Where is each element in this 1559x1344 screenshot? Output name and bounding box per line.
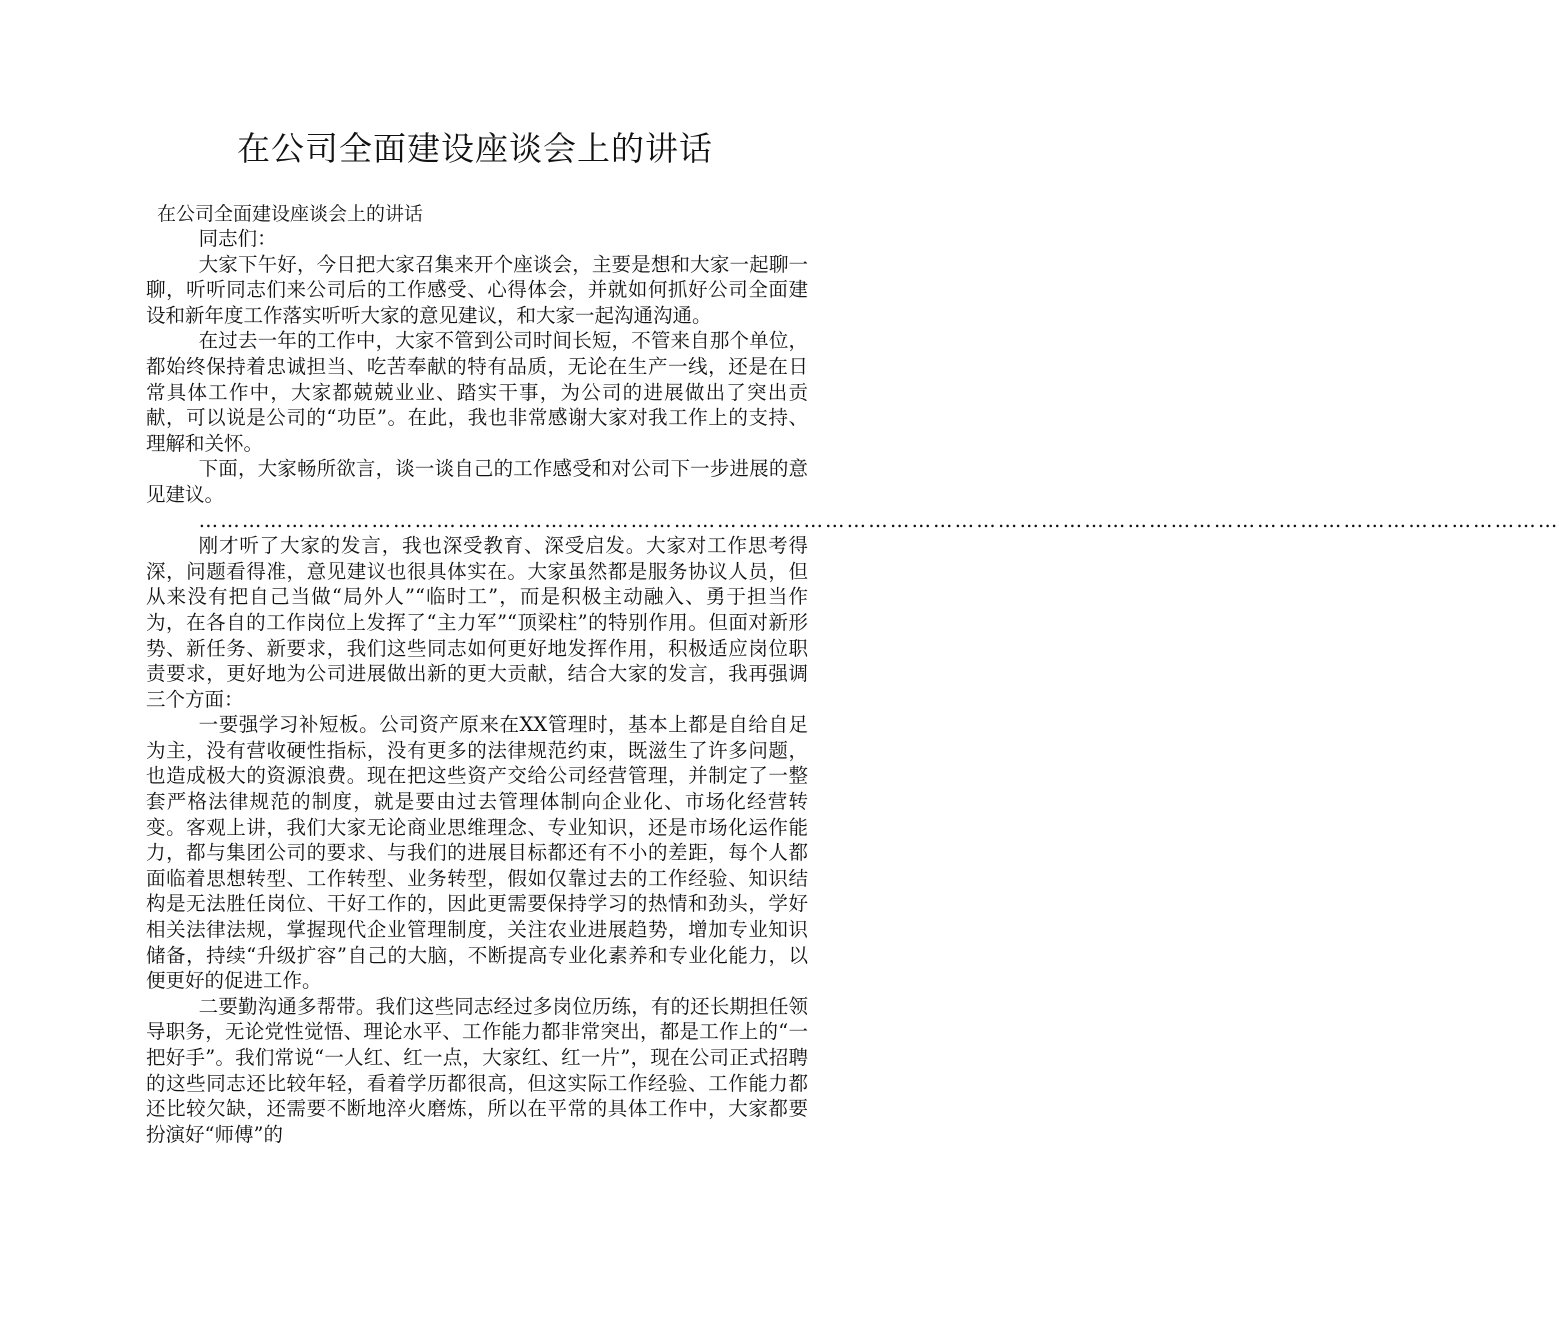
document-body bbox=[146, 226, 1559, 1147]
document-title: 在公司全面建设座谈会上的讲话 bbox=[237, 129, 713, 168]
paragraph-2: 在过去一年的工作中，大家不管到公司时间长短，不管来自那个单位，都始终保持着忠诚担当、吃苦奉献的特有品质，无论在生产一线，还是在日常具体工作中，大家都兢兢业业、踏实干事，为公司的进展做出了突出贡献，可以说是公司的“功臣”。在此，我也非常感谢大家对我工作上的支持、理解和关怀。 bbox=[146, 329, 808, 455]
greeting: 同志们： bbox=[198, 227, 277, 250]
paragraph-4: 刚才听了大家的发言，我也深受教育、深受启发。大家对工作思考得深，问题看得准，意见建议也很具体实在。大家虽然都是服务协议人员，但从来没有把自己当做“局外人”“临时工”，而是积极主动融入、勇于担当作为，在各自的工作岗位上发挥了“主力军”“顶梁柱”的特别作用。但面对新形势、新任务、新要求，我们这些同志如何更好地发挥作用，积极适应岗位职责要求，更好地为公司进展做出新的更大贡献，结合大家的发言，我再强调三个方面： bbox=[146, 534, 808, 711]
paragraph-1: 大家下午好，今日把大家召集来开个座谈会，主要是想和大家一起聊一聊，听听同志们来公司后的工作感受、心得体会，并就如何抓好公司全面建设和新年度工作落实听听大家的意见建议，和大家一起沟通沟通。 bbox=[146, 252, 808, 327]
paragraph-6: 二要勤沟通多帮带。我们这些同志经过多岗位历练，有的还长期担任领导职务，无论党性觉悟、理论水平、工作能力都非常突出，都是工作上的“一把好手”。我们常说“一人红、红一点，大家红、红一片”，现在公司正式招聘的这些同志还比较年轻，看着学历都很高，但这实际工作经验、工作能力都还比较欠缺，还需要不断地淬火磨炼，所以在平常的具体工作中，大家都要扮演好“师傅”的 bbox=[146, 994, 808, 1146]
ellipsis-divider: ……………………………………………………………………………………………………………………………………………………………………… bbox=[198, 508, 1559, 532]
document-subtitle: 在公司全面建设座谈会上的讲话 bbox=[157, 203, 424, 225]
paragraph-3: 下面，大家畅所欲言，谈一谈自己的工作感受和对公司下一步进展的意见建议。 bbox=[146, 457, 808, 506]
paragraph-5: 一要强学习补短板。公司资产原来在XX管理时，基本上都是自给自足为主，没有营收硬性指标，没有更多的法律规范约束，既滋生了许多问题，也造成极大的资源浪费。现在把这些资产交给公司经营管理，并制定了一整套严格法律规范的制度，就是要由过去管理体制向企业化、市场化经营转变。客观上讲，我们大家无论商业思维理念、专业知识，还是市场化运作能力，都与集团公司的要求、与我们的进展目标都还有不小的差距，每个人都面临着思想转型、工作转型、业务转型，假如仅靠过去的工作经验、知识结构是无法胜任岗位、干好工作的，因此更需要保持学习的热情和劲头，学好相关法律法规，掌握现代企业管理制度，关注农业进展趋势，增加专业知识储备，持续“升级扩容”自己的大脑，不断提高专业化素养和专业化能力，以便更好的促进工作。 bbox=[146, 713, 808, 993]
